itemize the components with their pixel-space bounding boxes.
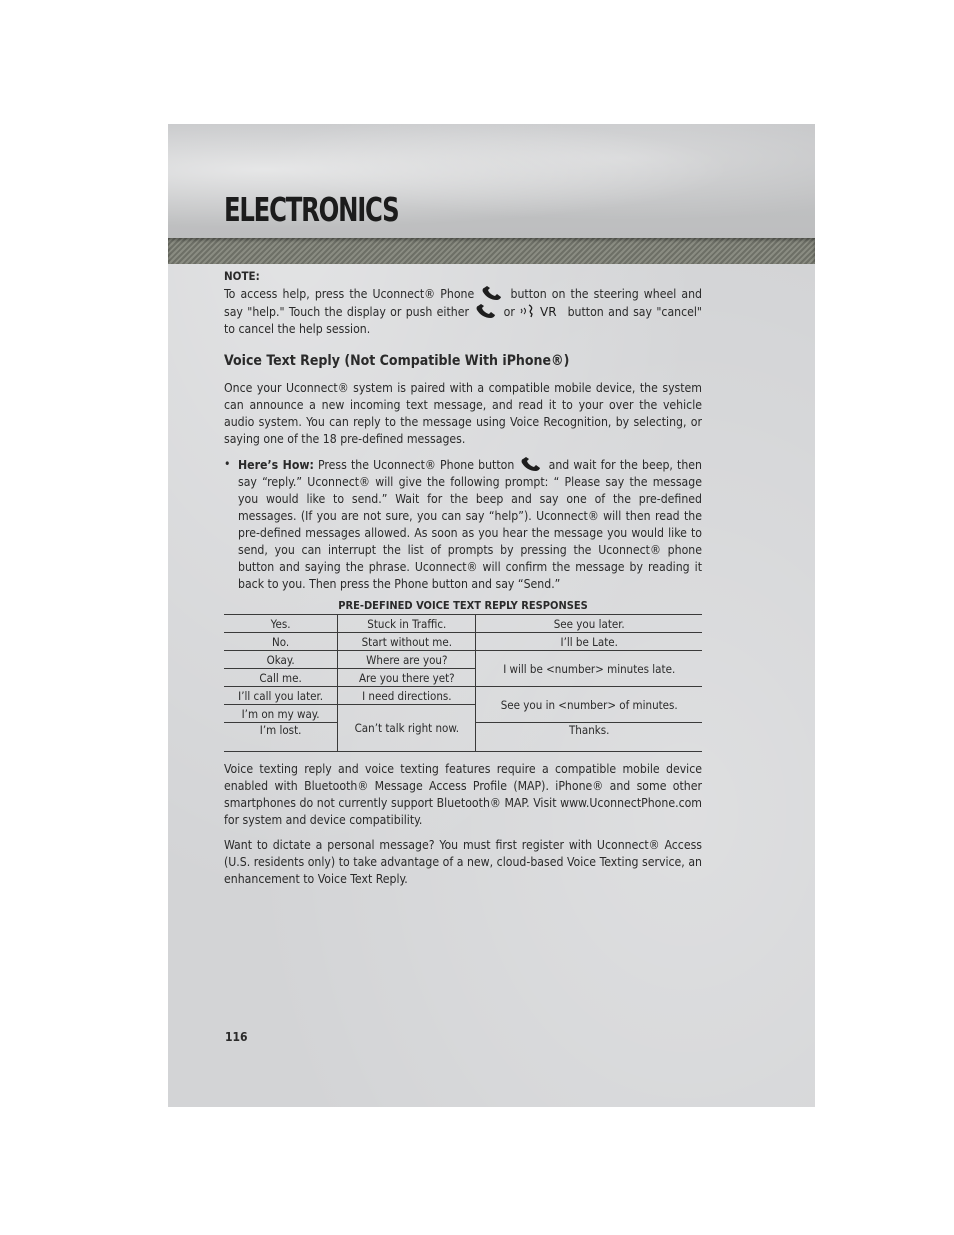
phone-icon [479,285,505,301]
note-label: NOTE: [224,269,260,283]
table-cell: Where are you? [338,651,476,669]
svg-text:VR: VR [540,305,557,319]
content [224,268,702,888]
table-cell: See you in <number> of minutes. [476,687,702,723]
bullet-label: Here’s How: [238,458,314,472]
phone-icon [518,456,544,472]
table-cell: No. [224,633,338,651]
table-cell: I need directions. [338,687,476,705]
note-text: To access help, press the Uconnect® Phone button on the steering wheel and say "help." Touch the display or push either or VR button and say "cancel" to cancel the help session. [224,287,702,336]
page-number: 116 [225,1030,248,1044]
responses-table [224,614,702,752]
table-cell: See you later. [476,615,702,633]
manual-page [168,124,815,1107]
table-cell: I will be <number> minutes late. [476,651,702,687]
table-row [224,633,702,651]
bullet-dot: • [224,457,231,471]
table-cell: Okay. [224,651,338,669]
bluetooth-paragraph: Voice texting reply and voice texting features require a compatible mobile device enabled with Bluetooth® Message Access Profile (MAP). iPhone® and some other smartphones do not currently support Bluetooth® MAP. Visit www.UconnectPhone.com for system and device compatibility. [224,762,702,827]
table-title: PRE-DEFINED VOICE TEXT REPLY RESPONSES [338,599,588,612]
dictate-paragraph: Want to dictate a personal message? You must first register with Uconnect® Access (U.S. residents only) to take advantage of a new, cloud-based Voice Texting service, an enhancement to Voice Text Reply. [224,838,702,886]
page-header [168,124,815,238]
phone-icon [473,303,499,319]
table-cell: Call me. [224,669,338,687]
table-row [224,651,702,669]
section-heading: Voice Text Reply (Not Compatible With iPhone®) [224,353,570,369]
table-cell: Thanks. [476,723,702,752]
table-cell: I’m lost. [224,723,338,752]
table-cell: I’ll call you later. [224,687,338,705]
table-cell: Are you there yet? [338,669,476,687]
table-cell: Stuck in Traffic. [338,615,476,633]
header-band [168,238,815,264]
table-cell: I’ll be Late. [476,633,702,651]
intro-paragraph: Once your Uconnect® system is paired with a compatible mobile device, the system can announce a new incoming text message, and read it to your over the vehicle audio system. You can reply to the message using Voice Recognition, by selecting, or saying one of the 18 pre-defined messages. [224,381,702,446]
table-row [224,615,702,633]
voice-recognition-icon [519,303,563,319]
table-cell: Yes. [224,615,338,633]
how-to-bullet: • Here’s How: Press the Uconnect® Phone button and wait for the beep, then say “reply.” Uconnect® will give the following prompt: “ Please say the message you would like to send.” Wait for the beep and say one of the pre-defined messages. (If you are not sure, you can say “help”). Uconnect® will then read the pre-defined messages allowed. As soon as you hear the message you would like to send, you can interrupt the list of prompts by pressing the Uconnect® phone button and saying the phrase. Uconnect® will confirm the message by reading it back to you. Then press the Phone button and say “Send.” [224,457,702,591]
table-cell: Can’t talk right now. [338,705,476,752]
table-row [224,687,702,705]
table-cell: Start without me. [338,633,476,651]
table-cell: I’m on my way. [224,705,338,723]
page-title: ELECTRONICS [224,190,399,229]
